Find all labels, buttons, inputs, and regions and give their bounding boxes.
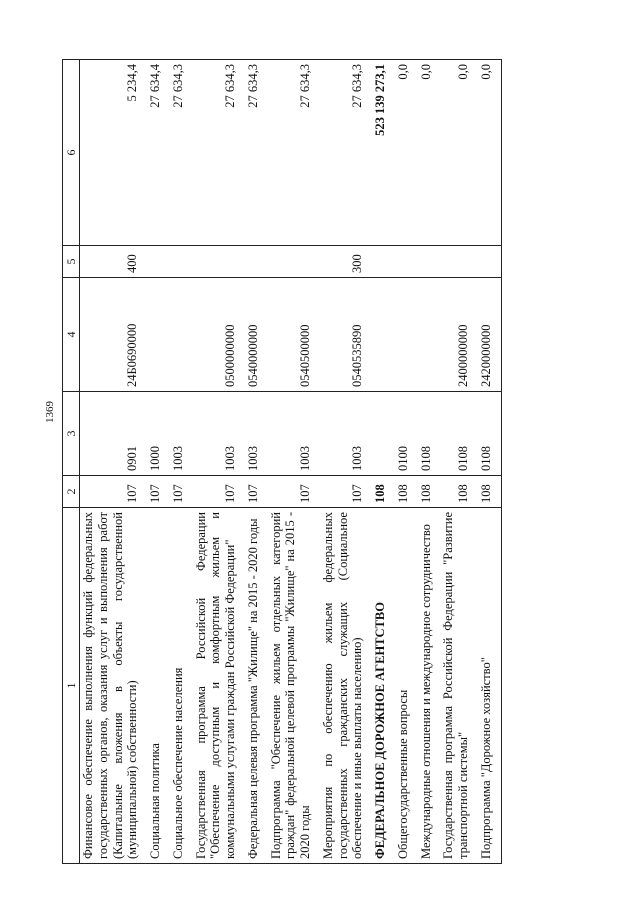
row-code-cell: 108: [478, 476, 501, 508]
column-header: 4: [63, 278, 80, 392]
row-code-cell: 108: [440, 476, 478, 508]
row-amount-cell: 27 634,3: [245, 60, 268, 246]
row-amount-cell: 0,0: [418, 60, 441, 246]
row-expense-type-cell: [147, 246, 170, 278]
row-name-cell: Международные отношения и международное сотрудничество: [418, 508, 441, 864]
row-code-cell: 107: [245, 476, 268, 508]
table-row: [418, 60, 441, 864]
column-header: 1: [63, 508, 80, 864]
row-section-cell: 1003: [320, 392, 372, 476]
table-row: [372, 60, 395, 864]
row-section-cell: 0108: [440, 392, 478, 476]
row-section-cell: 0108: [418, 392, 441, 476]
row-target-cell: 2400000000: [440, 278, 478, 392]
row-code-cell: 108: [372, 476, 395, 508]
budget-table-container: [62, 60, 562, 864]
row-code-cell: 108: [418, 476, 441, 508]
row-expense-type-cell: [418, 246, 441, 278]
row-expense-type-cell: [193, 246, 245, 278]
budget-table: [62, 59, 502, 864]
row-target-cell: 24Б0690000: [80, 278, 148, 392]
row-section-cell: [372, 392, 395, 476]
row-target-cell: 0540500000: [268, 278, 320, 392]
row-section-cell: 1003: [170, 392, 193, 476]
column-header: 2: [63, 476, 80, 508]
row-expense-type-cell: [245, 246, 268, 278]
row-name-cell: Социальное обеспечение населения: [170, 508, 193, 864]
row-target-cell: [395, 278, 418, 392]
row-section-cell: 1003: [193, 392, 245, 476]
row-code-cell: 107: [320, 476, 372, 508]
row-section-cell: 0901: [80, 392, 148, 476]
row-name-cell: Государственная программа Российской Федерации "Развитие транспортной системы": [440, 508, 478, 864]
row-target-cell: 0540535890: [320, 278, 372, 392]
table-row: [170, 60, 193, 864]
row-amount-cell: 27 634,3: [320, 60, 372, 246]
row-code-cell: 107: [80, 476, 148, 508]
table-row: [80, 60, 148, 864]
row-target-cell: 2420000000: [478, 278, 501, 392]
row-target-cell: [147, 278, 170, 392]
row-code-cell: 107: [170, 476, 193, 508]
row-expense-type-cell: [170, 246, 193, 278]
column-header: 5: [63, 246, 80, 278]
table-row: [320, 60, 372, 864]
row-amount-cell: 27 634,3: [268, 60, 320, 246]
row-section-cell: 1003: [245, 392, 268, 476]
row-target-cell: [372, 278, 395, 392]
row-expense-type-cell: 400: [80, 246, 148, 278]
table-row: [193, 60, 245, 864]
row-code-cell: 107: [193, 476, 245, 508]
row-code-cell: 108: [395, 476, 418, 508]
column-header: 6: [63, 60, 80, 246]
row-expense-type-cell: [440, 246, 478, 278]
row-amount-cell: 27 634,3: [170, 60, 193, 246]
row-amount-cell: 0,0: [440, 60, 478, 246]
header-row: [63, 60, 80, 864]
row-target-cell: [418, 278, 441, 392]
row-name-cell: ФЕДЕРАЛЬНОЕ ДОРОЖНОЕ АГЕНТСТВО: [372, 508, 395, 864]
row-name-cell: Федеральная целевая программа "Жилище" на 2015 - 2020 годы: [245, 508, 268, 864]
row-amount-cell: 27 634,4: [147, 60, 170, 246]
row-section-cell: 1000: [147, 392, 170, 476]
row-expense-type-cell: [478, 246, 501, 278]
table-row: [440, 60, 478, 864]
row-target-cell: [170, 278, 193, 392]
row-amount-cell: 27 634,3: [193, 60, 245, 246]
table-row: [478, 60, 501, 864]
row-expense-type-cell: [268, 246, 320, 278]
row-target-cell: 0540000000: [245, 278, 268, 392]
row-code-cell: 107: [268, 476, 320, 508]
page-number: 1369: [44, 401, 56, 423]
row-name-cell: Подпрограмма "Дорожное хозяйство": [478, 508, 501, 864]
row-expense-type-cell: [372, 246, 395, 278]
row-name-cell: Подпрограмма "Обеспечение жильем отдельных категорий граждан" федеральной целевой программы "Жилище" на 2015 - 2020 годы: [268, 508, 320, 864]
column-header: 3: [63, 392, 80, 476]
row-code-cell: 107: [147, 476, 170, 508]
row-name-cell: Социальная политика: [147, 508, 170, 864]
row-name-cell: Мероприятия по обеспечению жильем федеральных государственных гражданских служащих (Социальное обеспечение и иные выплаты населению): [320, 508, 372, 864]
row-expense-type-cell: [395, 246, 418, 278]
table-row: [245, 60, 268, 864]
table-row: [268, 60, 320, 864]
row-expense-type-cell: 300: [320, 246, 372, 278]
row-name-cell: Государственная программа Российской Федерации "Обеспечение доступным и комфортным жильем и коммунальными услугами граждан Российской Федерации": [193, 508, 245, 864]
row-amount-cell: 523 139 273,1: [372, 60, 395, 246]
table-row: [395, 60, 418, 864]
row-target-cell: 0500000000: [193, 278, 245, 392]
row-section-cell: 0108: [478, 392, 501, 476]
row-amount-cell: 0,0: [395, 60, 418, 246]
row-name-cell: Финансовое обеспечение выполнения функций федеральных государственных органов, оказания услуг и выполнения работ (Капитальные вложения в объекты государственной (муниципальной) собственности): [80, 508, 148, 864]
row-section-cell: 0100: [395, 392, 418, 476]
row-name-cell: Общегосударственные вопросы: [395, 508, 418, 864]
row-amount-cell: 0,0: [478, 60, 501, 246]
row-section-cell: 1003: [268, 392, 320, 476]
row-amount-cell: 5 234,4: [80, 60, 148, 246]
table-row: [147, 60, 170, 864]
